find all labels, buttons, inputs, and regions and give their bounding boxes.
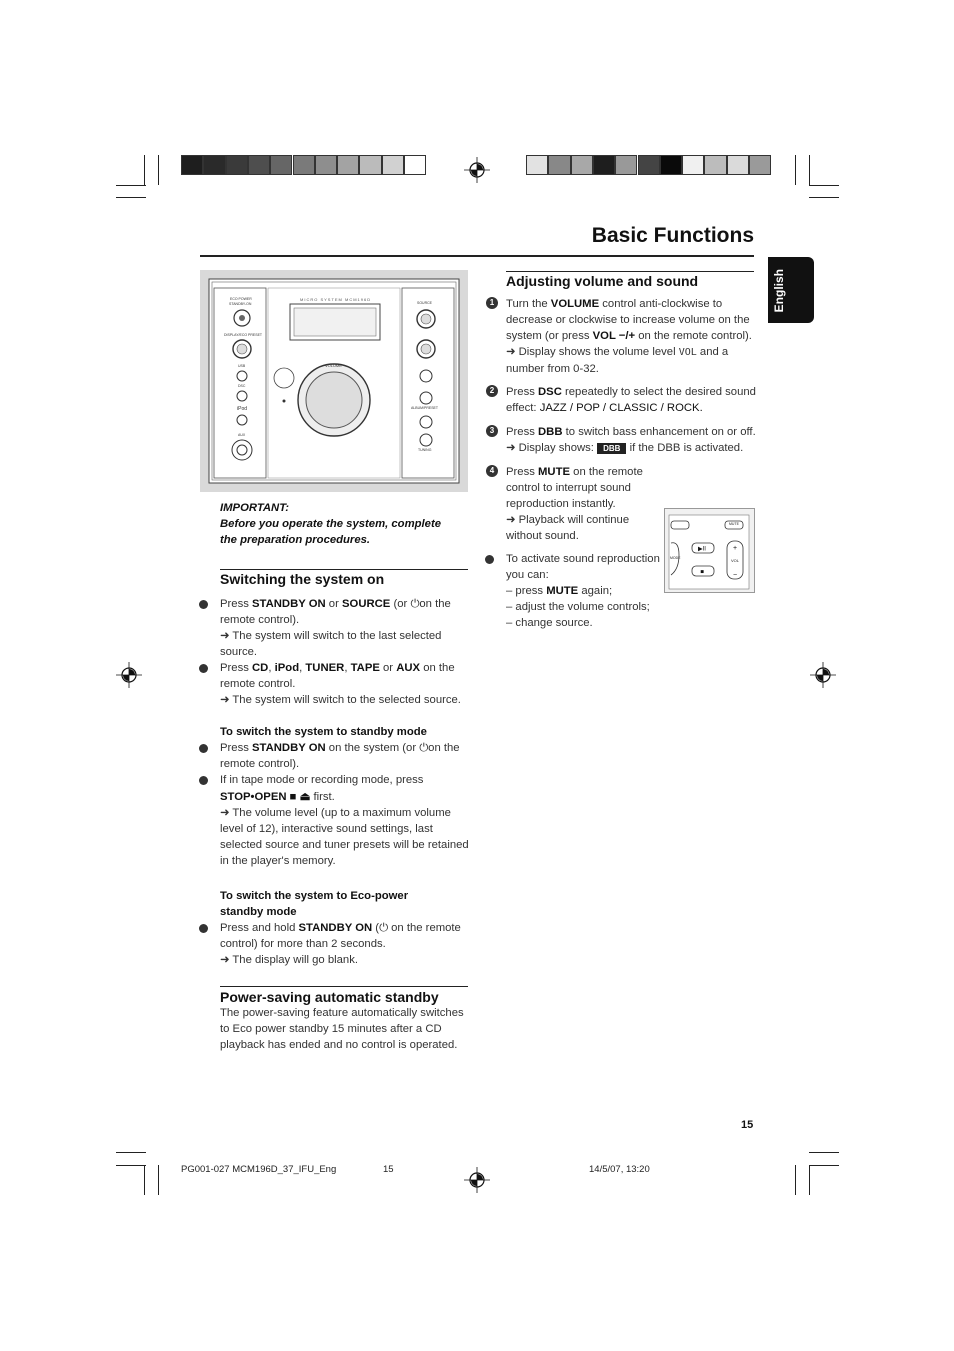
list-item bbox=[506, 551, 661, 631]
important-label: IMPORTANT: bbox=[220, 502, 290, 514]
dbb-badge: DBB bbox=[597, 443, 626, 454]
device-volume-label: VOLUME bbox=[325, 363, 342, 368]
page-title: Basic Functions bbox=[591, 224, 754, 247]
power-icon: ⏻ bbox=[419, 742, 429, 754]
registration-mark-icon bbox=[464, 1167, 490, 1193]
color-swatch bbox=[749, 155, 771, 175]
power-saving-heading: Power-saving automatic standby bbox=[220, 989, 439, 1005]
crop-mark bbox=[116, 197, 146, 198]
color-swatch bbox=[593, 155, 615, 175]
list-item bbox=[489, 424, 756, 456]
color-swatch bbox=[404, 155, 426, 175]
footer-date: 14/5/07, 13:20 bbox=[589, 1164, 650, 1175]
list-item bbox=[489, 296, 756, 377]
device-illustration bbox=[200, 270, 468, 492]
switching-step-2: Press CD, iPod, TUNER, TAPE or AUX on the remote control. bbox=[220, 662, 455, 690]
power-saving-section bbox=[220, 989, 470, 1053]
section-rule bbox=[220, 986, 468, 987]
remote-illustration bbox=[664, 508, 755, 593]
device-album-label: ALBUM/PRESET bbox=[411, 406, 439, 410]
standby-heading: To switch the system to standby mode bbox=[220, 726, 427, 738]
eco-section bbox=[220, 888, 470, 968]
language-tab bbox=[768, 257, 814, 323]
crop-mark bbox=[158, 1165, 159, 1195]
switching-step-1-result: ➜ The system will switch to the last selected source. bbox=[220, 630, 442, 658]
volume-step-4: Press MUTE on the remote control to interrupt sound reproduction instantly. bbox=[506, 466, 643, 510]
crop-mark bbox=[144, 1165, 145, 1195]
color-swatch bbox=[682, 155, 704, 175]
bullet-icon bbox=[485, 555, 494, 564]
crop-mark bbox=[795, 1165, 796, 1195]
device-model-text: MICRO SYSTEM MCM196D bbox=[300, 297, 372, 302]
svg-text:▶II: ▶II bbox=[698, 546, 706, 553]
volume-dash-1: – press MUTE again; bbox=[506, 585, 613, 597]
color-swatch bbox=[615, 155, 637, 175]
color-swatch bbox=[704, 155, 726, 175]
step-number-icon: 1 bbox=[486, 297, 498, 309]
crop-mark bbox=[809, 197, 839, 198]
left-column bbox=[220, 500, 470, 548]
volume-step-3-result: ➜ Display shows: DBB if the DBB is activated. bbox=[506, 442, 744, 454]
list-item bbox=[220, 772, 470, 869]
bullet-icon bbox=[199, 924, 208, 933]
crop-mark bbox=[809, 1165, 839, 1166]
crop-mark bbox=[116, 1152, 146, 1153]
power-icon: ⏻ bbox=[379, 922, 388, 934]
svg-text:+: + bbox=[732, 545, 738, 552]
list-item bbox=[489, 464, 656, 544]
crop-mark bbox=[809, 155, 810, 185]
device-standby-label: STANDBY-ON bbox=[229, 302, 252, 306]
crop-mark bbox=[809, 1152, 839, 1153]
list-item bbox=[220, 660, 470, 708]
registration-mark-icon bbox=[810, 662, 836, 688]
device-aux-label: AUX bbox=[238, 433, 246, 437]
bullet-icon bbox=[199, 664, 208, 673]
volume-step-2: Press DSC repeatedly to select the desired sound effect: JAZZ / POP / CLASSIC / ROCK. bbox=[506, 386, 756, 414]
language-tab-label: English bbox=[772, 269, 786, 313]
crop-mark bbox=[809, 185, 839, 186]
device-display-label: DISPLAY/ECO PRESET bbox=[224, 333, 263, 337]
switching-section bbox=[220, 571, 470, 708]
color-swatch bbox=[270, 155, 292, 175]
color-swatch bbox=[203, 155, 225, 175]
device-tuning-label: TUNING bbox=[418, 448, 432, 452]
color-swatch bbox=[293, 155, 315, 175]
remote-vol-label: VOL bbox=[731, 558, 740, 563]
crop-mark bbox=[116, 1165, 146, 1166]
bullet-icon bbox=[199, 744, 208, 753]
volume-step-1: Turn the VOLUME control anti-clockwise to decrease or clockwise to increase volume on the system (or press VOL −/+ on the remote control). bbox=[506, 298, 752, 342]
color-swatch bbox=[571, 155, 593, 175]
bullet-icon bbox=[199, 776, 208, 785]
section-rule bbox=[506, 271, 754, 272]
volume-step-1-result: ➜ Display shows the volume level VOL and a number from 0-32. bbox=[506, 346, 729, 375]
title-rule bbox=[200, 255, 754, 257]
list-item bbox=[220, 920, 470, 968]
volume-dash-3: – change source. bbox=[506, 617, 593, 629]
eco-step-1: Press and hold STANDBY ON (⏻ on the remote control) for more than 2 seconds. bbox=[220, 922, 461, 950]
footer-file: PG001-027 MCM196D_37_IFU_Eng bbox=[181, 1164, 337, 1175]
switching-step-1: Press STANDBY ON or SOURCE (or ⏻on the remote control). bbox=[220, 598, 451, 626]
device-ipod-label: iPod bbox=[237, 406, 248, 412]
remote-mode-label: MODE bbox=[670, 556, 681, 560]
standby-step-2-key: STOP•OPEN ■ ⏏ first. bbox=[220, 791, 335, 803]
crop-mark bbox=[795, 155, 796, 185]
color-swatch bbox=[359, 155, 381, 175]
volume-heading: Adjusting volume and sound bbox=[506, 273, 699, 289]
volume-step-4-result: ➜ Playback will continue without sound. bbox=[506, 514, 630, 542]
power-icon: ⏻ bbox=[410, 598, 420, 610]
standby-step-2-result: ➜ The volume level (up to a maximum volume level of 12), interactive sound settings, last selected source and tuner presets will be retained in the player's memory. bbox=[220, 807, 469, 867]
remote-drawing bbox=[665, 509, 754, 592]
list-item bbox=[220, 740, 470, 772]
crop-mark bbox=[116, 185, 146, 186]
standby-section bbox=[220, 724, 470, 869]
device-usb-label: USB bbox=[238, 364, 246, 368]
volume-dash-2: – adjust the volume controls; bbox=[506, 601, 650, 613]
lcd-display-text: VOL bbox=[678, 347, 697, 358]
volume-bullet-5: To activate sound reproduction you can: bbox=[506, 553, 660, 581]
switching-step-2-result: ➜ The system will switch to the selected source. bbox=[220, 694, 461, 706]
svg-text:■: ■ bbox=[700, 569, 704, 576]
page-number: 15 bbox=[741, 1119, 754, 1131]
standby-step-2: If in tape mode or recording mode, press bbox=[220, 774, 424, 786]
registration-mark-icon bbox=[464, 157, 490, 183]
eco-heading: To switch the system to Eco-power standby mode bbox=[220, 890, 409, 918]
volume-step-3: Press DBB to switch bass enhancement on or off. bbox=[506, 426, 756, 438]
device-dsc-label: DSC bbox=[238, 384, 246, 388]
device-eco-label: ECO POWER bbox=[230, 297, 252, 301]
section-rule bbox=[220, 569, 468, 570]
remote-mute-label: MUTE bbox=[729, 522, 739, 526]
color-swatch bbox=[660, 155, 682, 175]
footer-page: 15 bbox=[383, 1164, 394, 1175]
color-swatch bbox=[382, 155, 404, 175]
device-source-label: SOURCE bbox=[417, 301, 432, 305]
color-swatch bbox=[248, 155, 270, 175]
color-swatch bbox=[727, 155, 749, 175]
important-line-2: the preparation procedures. bbox=[220, 534, 371, 546]
important-line-1: Before you operate the system, complete bbox=[220, 518, 441, 530]
svg-text:−: − bbox=[732, 572, 738, 579]
color-swatch bbox=[337, 155, 359, 175]
list-item bbox=[489, 384, 756, 416]
step-number-icon: 4 bbox=[486, 465, 498, 477]
bullet-icon bbox=[199, 600, 208, 609]
crop-mark bbox=[144, 155, 145, 185]
power-saving-text: The power-saving feature automatically switches to Eco power standby 15 minutes after a CD playback has ended and no control is operated. bbox=[220, 1007, 464, 1051]
crop-mark bbox=[809, 1165, 810, 1195]
step-number-icon: 2 bbox=[486, 385, 498, 397]
color-swatch bbox=[526, 155, 548, 175]
color-swatch bbox=[638, 155, 660, 175]
registration-mark-icon bbox=[116, 662, 142, 688]
color-swatch bbox=[548, 155, 570, 175]
switching-heading: Switching the system on bbox=[220, 571, 385, 587]
color-swatch bbox=[181, 155, 203, 175]
crop-mark bbox=[158, 155, 159, 185]
step-number-icon: 3 bbox=[486, 425, 498, 437]
eco-step-1-result: ➜ The display will go blank. bbox=[220, 954, 358, 966]
standby-step-1: Press STANDBY ON on the system (or ⏻on the remote control). bbox=[220, 742, 460, 770]
color-swatch bbox=[226, 155, 248, 175]
list-item bbox=[220, 596, 470, 660]
color-swatch bbox=[315, 155, 337, 175]
